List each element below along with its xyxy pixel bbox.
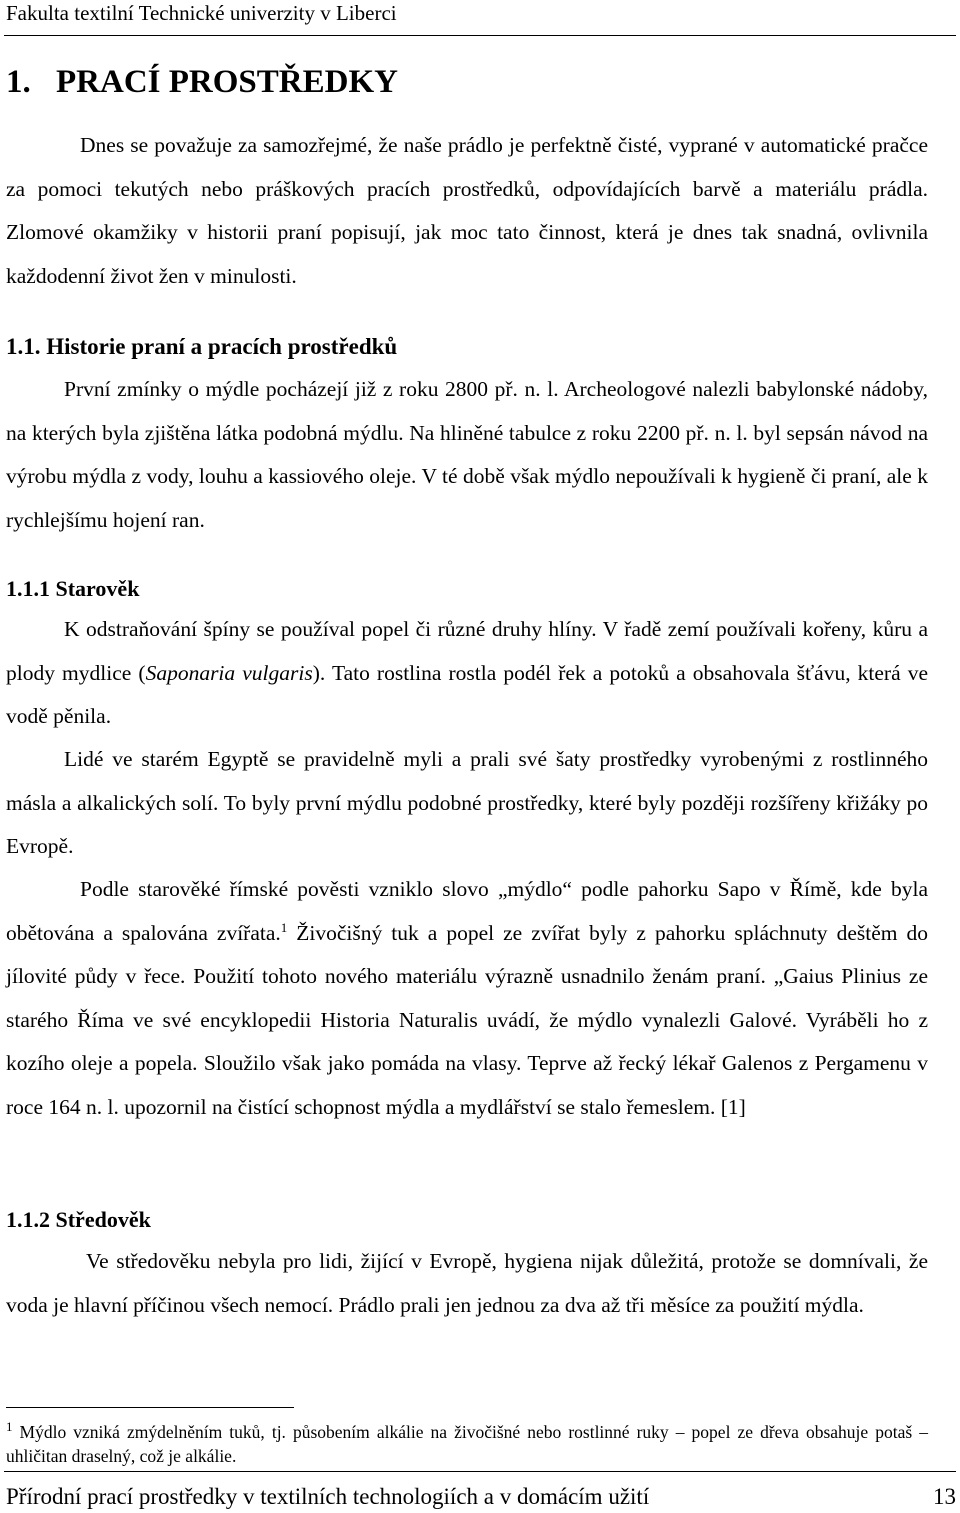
latin-plant-name: Saponaria vulgaris (145, 660, 313, 685)
intro-paragraph: Dnes se považuje za samozřejmé, že naše prádlo je perfektně čisté, vyprané v automatické pračce za pomoci tekutých nebo práškových pracích prostředků, odpovídajících barvě a materiálu prádla. Zlomové okamžiky v historii praní popisují, jak moc tato činnost, která je dnes tak snadná, ovlivnila každodenní život žen v minulosti. (6, 133, 928, 288)
section-1-1-paragraph: První zmínky o mýdle pocházejí již z roku 2800 př. n. l. Archeologové nalezli babylonské nádoby, na kterých byla zjištěna látka podobná mýdlu. Na hliněné tabulce z roku 2200 př. n. l. byl sepsán návod na výrobu mýdla z vody, louhu a kassiového oleje. V té době však mýdlo nepoužívali k hygieně či praní, ale k rychlejšímu hojení ran. (6, 377, 928, 532)
page-header: Fakulta textilní Technické univerzity v Liberci (6, 1, 397, 25)
footnote-separator (6, 1407, 294, 1408)
chapter-heading (6, 62, 398, 102)
starovek-p1-text-b: ). Tato rostlina rostla podél řek a potoků a obsahovala šťávu, která ve vodě pěnila. (6, 660, 928, 728)
section-heading-1-1: 1.1. Historie praní a pracích prostředků (6, 334, 398, 359)
starovek-paragraph-2: Lidé ve starém Egyptě se pravidelně myli a prali své šaty prostředky vyrobenými z rostlinného másla a alkalických solí. To byly první mýdlu podobné prostředky, které byly později rozšířeny křižáky po Evropě. (6, 747, 928, 858)
footnote-text: Mýdlo vzniká zmýdelněním tuků, tj. působením alkálie na živočišné nebo rostlinné ruky – popel ze dřeva obsahuje potaš – uhličitan draselný, což je alkálie. (6, 1422, 928, 1466)
starovek-paragraph-3 (6, 868, 928, 1129)
section-heading-1-1-1: 1.1.1 Starověk (6, 576, 140, 601)
chapter-title: PRACÍ PROSTŘEDKY (56, 64, 398, 100)
footnote-mark: 1 (6, 1419, 13, 1435)
footnote (6, 1420, 928, 1468)
stredovek-paragraph: Ve středověku nebyla pro lidi, žijící v Evropě, hygiena nijak důležitá, protože se domnívali, že voda je hlavní příčinou všech nemocí. Prádlo prali jen jednou za dva až tři měsíce za použití mýdla. (6, 1249, 928, 1317)
chapter-number: 1. (6, 64, 31, 100)
starovek-p3-text-a: Podle starověké římské pověsti vzniklo slovo „mýdlo“ podle pahorku Sapo v Římě, kde byla obětována a spalována zvířata. (6, 877, 928, 945)
footer-title: Přírodní prací prostředky v textilních technologiích a v domácím užití (6, 1484, 650, 1509)
footer-rule (4, 1471, 956, 1472)
starovek-paragraph-1 (6, 608, 928, 739)
header-rule (4, 35, 956, 36)
starovek-p3-text-b: Živočišný tuk a popel ze zvířat byly z pahorku spláchnuty deštěm do jílovité půdy v řece. Použití tohoto nového materiálu výrazně usnadnilo ženám praní. „Gaius Plinius ze starého Říma ve své encyklopedii Historia Naturalis uvádí, že mýdlo vynalezli Galové. Vyráběli ho z kozího oleje a popela. Sloužilo však jako pomáda na vlasy. Teprve až řecký lékař Galenos z Pergamenu v roce 164 n. l. upozornil na čistící schopnost mýdla a mydlářství se stalo řemeslem. [1] (6, 920, 928, 1119)
page-number: 13 (933, 1484, 956, 1509)
starovek-p1-text-a: K odstraňování špíny se používal popel či různé druhy hlíny. V řadě zemí používali kořeny, kůru a plody mydlice ( (6, 617, 928, 685)
footnote-reference[interactable]: 1 (280, 919, 288, 935)
section-heading-1-1-2: 1.1.2 Středověk (6, 1207, 151, 1232)
